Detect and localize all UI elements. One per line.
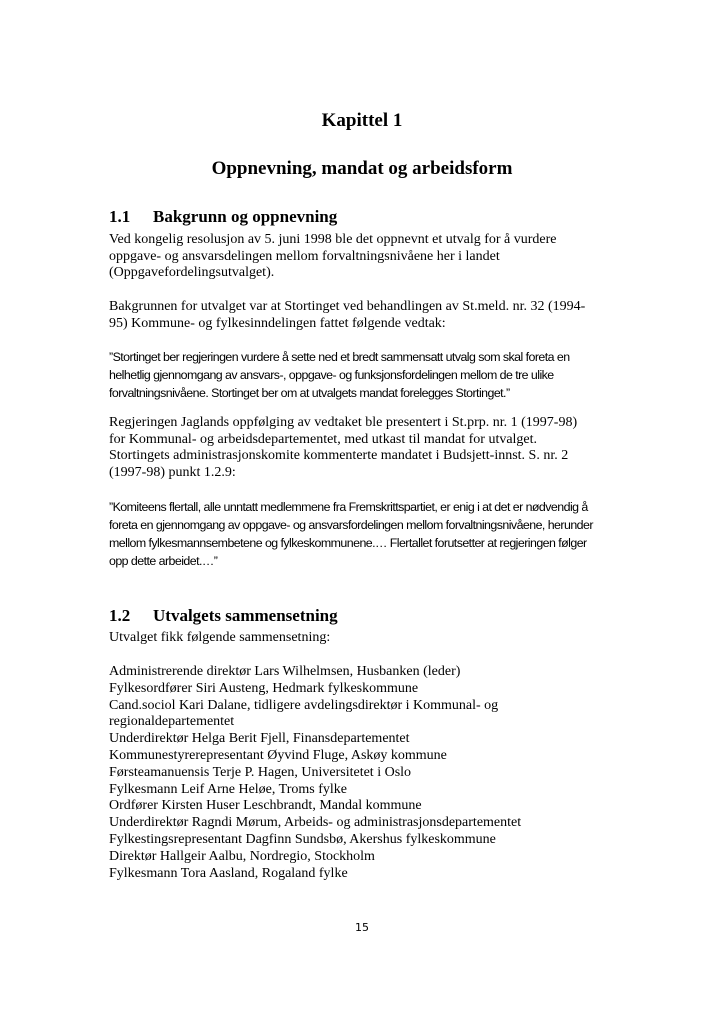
section-number: 1.2 <box>109 606 131 625</box>
list-item: Kommunestyrerepresentant Øyvind Fluge, Askøy kommune <box>109 747 447 763</box>
section-title: Utvalgets sammensetning <box>153 606 338 625</box>
section-title: Bakgrunn og oppnevning <box>153 207 338 226</box>
section-heading-1-1 <box>109 207 337 227</box>
section-heading-1-2 <box>109 606 338 626</box>
block-quote: ”Stortinget ber regjeringen vurdere å sette ned et bredt sammensatt utvalg som skal foreta en helhetlig gjennomgang av ansvars-, oppgave- og funksjonsfordelingen mellom de tre ulike forvaltningsnivåene. Stortinget ber om at utvalgets mandat forelegges Stortinget.” <box>109 350 570 400</box>
chapter-number: Kapittel 1 <box>321 110 403 131</box>
page-number: 15 <box>355 921 369 934</box>
list-item: Fylkesordfører Siri Austeng, Hedmark fylkeskommune <box>109 680 419 696</box>
list-item: Underdirektør Ragndi Mørum, Arbeids- og administrasjonsdepartementet <box>109 815 522 831</box>
list-item: Cand.sociol Kari Dalane, tidligere avdelingsdirektør i Kommunal- og regionaldepartementet <box>109 697 499 730</box>
list-item: Fylkesmann Tora Aasland, Rogaland fylke <box>109 865 348 881</box>
list-item: Fylkestingsrepresentant Dagfinn Sundsbø, Akershus fylkeskommune <box>109 831 496 847</box>
paragraph: Bakgrunnen for utvalget var at Stortinget ved behandlingen av St.meld. nr. 32 (1994- 95) Kommune- og fylkesinndelingen fattet følgende vedtak: <box>109 299 586 331</box>
list-item: Direktør Hallgeir Aalbu, Nordregio, Stockholm <box>109 848 375 864</box>
paragraph: Ved kongelig resolusjon av 5. juni 1998 ble det oppnevnt et utvalg for å vurdere oppgave- og ansvarsdelingen mellom forvaltningsnivåene her i landet (Oppgavefordelingsutvalget). <box>109 232 557 280</box>
chapter-title: Oppnevning, mandat og arbeidsform <box>211 158 513 179</box>
paragraph: Regjeringen Jaglands oppfølging av vedtaket ble presentert i St.prp. nr. 1 (1997-98) for Kommunal- og arbeidsdepartementet, med utkast til mandat for utvalget. Stortingets administrasjonskomite kommenterte mandatet i Budsjett-innst. S. nr. 2 (1997-98) punkt 1.2.9: <box>109 415 578 480</box>
list-item: Underdirektør Helga Berit Fjell, Finansdepartementet <box>109 731 410 747</box>
list-item: Administrerende direktør Lars Wilhelmsen, Husbanken (leder) <box>109 664 461 679</box>
member-list <box>109 664 629 882</box>
section-number: 1.1 <box>109 207 131 226</box>
list-item: Ordfører Kirsten Huser Leschbrandt, Mandal kommune <box>109 798 422 814</box>
list-item: Fylkesmann Leif Arne Heløe, Troms fylke <box>109 781 347 797</box>
block-quote: ”Komiteens flertall, alle unntatt medlemmene fra Fremskrittspartiet, er enig i at det er nødvendig å foreta en gjennomgang av oppgave- og ansvarsfordelingen mellom forvaltningsnivåene, herunder mellom fylkesmannsembetene og fylkeskommunene.… Flertallet forutsetter at regjeringen følger opp dette arbeidet.…” <box>109 500 593 568</box>
paragraph: Utvalget fikk følgende sammensetning: <box>109 630 331 645</box>
list-item: Førsteamanuensis Terje P. Hagen, Universitetet i Oslo <box>109 764 412 780</box>
